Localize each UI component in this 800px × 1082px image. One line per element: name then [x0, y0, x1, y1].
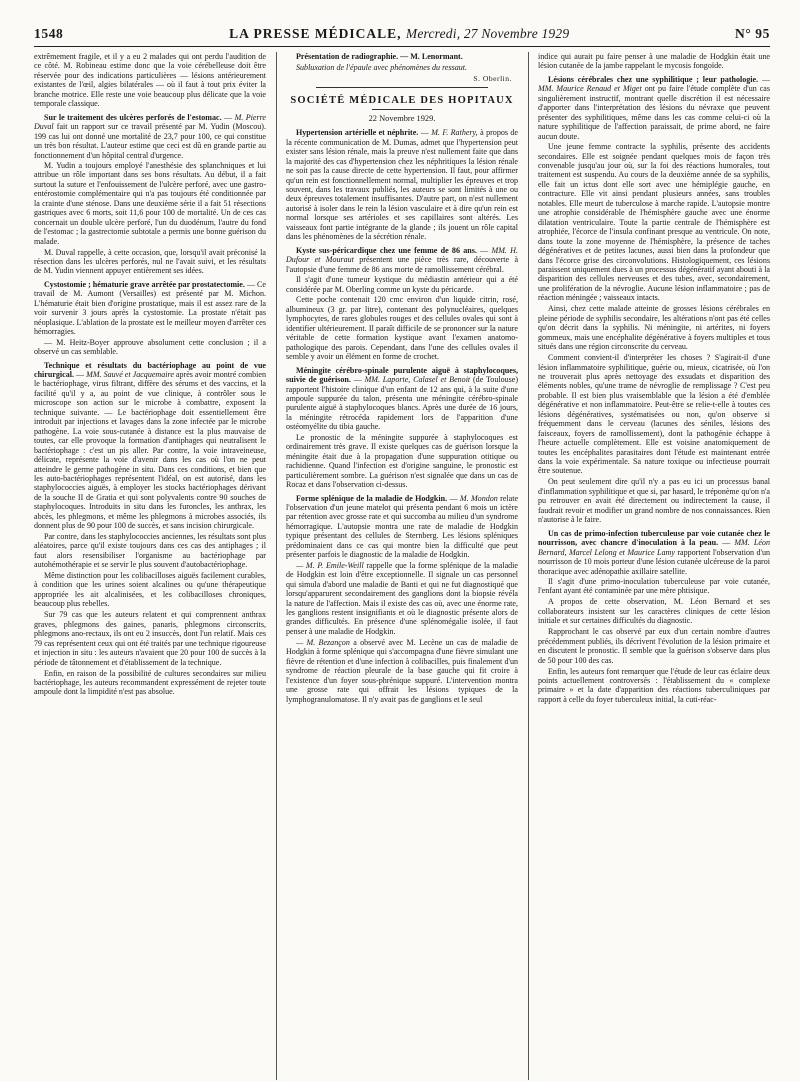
paragraph: Rapprochant le cas observé par eux d'un certain nombre d'autres précédemment publiés, ils décrivent l'évolution de la lésion primaire et en discutent le pronostic. Il semble que la guérison s'observe dans plus de 50 pour 100 des cas. [538, 627, 770, 665]
section-author: MM. Sauvé et Jacquemaire [86, 370, 174, 379]
section-heading: Méningite cérébro-spinale purulente aiguë à staphylocoques, suivie de guérison. — MM. Laporte, Calasel et Benoit (de Toulouse) rapportent l'histoire clinique d'un enfant de 12 ans qui, à la suite d'une ampoule suppurée du talon, présenta une méningite cérébro-spinale purulente aiguë à staphylocoques blancs. Après une durée de 16 jours, la méningite rétrocéda rapidement lors de l'apparition d'une ostéomyélite du tibia gauche. [286, 365, 518, 432]
section-author: — M. P. Emile-Weill [296, 560, 364, 570]
society-title: SOCIÉTÉ MÉDICALE DES HOPITAUX [290, 95, 514, 107]
paragraph: — M. Heitz-Boyer approuve absolument cette conclusion ; il a observé un cas semblable. [34, 337, 266, 357]
section-author: MM. Léon Bernard, Marcel Lelong et Maurice Lamy [538, 538, 770, 557]
paragraph: M. Yudin a toujours employé l'anesthésie des splanchniques et lui attribue un rôle important dans ses bons résultats. Au début, il a fait surtout la suture et l'enfouissement de l'ulcère perforé, avec une gastro-entérostomie complémentaire qui n'a pas toujours été conditionnée par la crainte d'une sténose. Dans une deuxième série il a fait 51 résections gastriques avec 6 morts, soit 11,6 pour 100 de mortalité. Un de ces cas concernait un double ulcère perforé, l'un du duodénum, l'autre du fond de l'estomac ; la gastrectomie subtotale a permis une bonne guérison du malade. [34, 160, 266, 246]
paragraph: Comment convient-il d'interpréter les choses ? S'agirait-il d'une lésion inflammatoire syphilitique, guérie ou, mieux, cicatrisée, où l'on ne trouverait plus après nettoyage des exsudats et disparition des éléments nobles, qu'une trame de névroglie de remplissage ? C'est peu probable. Il est bien plus vraisemblable que la lésion a été d'emblée dégénérative et non inflammatoire. Peut-être se relie-t-elle à toutes ces lésions dégénératives, systématisées ou non, qu'on observe si fréquemment dans le cerveau (lacunes des séniles, lésions des faisceaux, foyers de ramollissement), dont la pathogénie échappe à l'heure actuelle complètement. Elle est voisine anatomiquement de toutes les encéphalites parasitaires dont l'étude est maintenant entrée dans la voie expérimentale. Sa nature toxique ou infectieuse pourrait être soutenue. [538, 353, 770, 476]
paragraph: Le pronostic de la méningite suppurée à staphylocoques est ordinairement très grave. Il existe quelques cas de guérison lorsque la méningite était due à la propagation d'une suppuration otitique ou rachidienne. Quand l'infection est d'origine sanguine, le pronostic est particulièrement sombre. La guérison n'est signalée que dans un cas de Rocaz et dans l'observation ci-dessus. [286, 432, 518, 490]
paragraph: Sur 79 cas que les auteurs relatent et qui comprennent anthrax graves, phlegmons des gaines, panaris, phlegmons circonscrits, phlegmons ano-rectaux, ils ont eu 2 insuccès, dont l'un relatif. Mais ces 79 cas représentent ceux qui ont été traités par une technique rigoureuse et injection in situ : les auteurs n'avaient que 20 pour 100 de succès à la période de tâtonnement et d'établissement de la technique. [34, 610, 266, 667]
divider [316, 87, 488, 88]
section-heading: Sur le traitement des ulcères perforés de l'estomac. — M. Pierre Duval fait un rapport sur ce travail présenté par M. Yudin (Moscou). 199 cas lui ont donné une mortalité de 23,7 pour 100, ce qui constitue un très bon résultat. L'auteur estime que ceci est dû en grande partie au fonctionnement d'un hôpital central d'urgence. [34, 112, 266, 160]
paragraph: à propos de la récente communication de M. Dumas, admet que l'hypertension peut exister sans lésion rénale, mais la preuve n'est nullement faite que dans la majorité des cas d'hypertension chez les néphritiques la lésion rénale ne soit pas la cause directe de cette hypertension. Il faut, pour affirmer qu'un rein est fonctionnellement normal, multiplier les épreuves et trop souvent, dans les travaux publiés, les auteurs se sont limités à une ou deux épreuves totalement insuffisantes. D'autre part, on n'est nullement autorisé à isoler dans le rein la lésion vasculaire et à dire qu'un rein est normal lorsque ses artérioles et ses capillaires sont altérés. Les vaisseaux font partie intégrante de la glande ; ils jouent un rôle capital dans les phénomènes de la sécrétion rénale. [286, 128, 518, 242]
section-author: MM. Laporte, Calasel et Benoit [364, 375, 471, 385]
paragraph: Il s'agit d'une primo-inoculation tuberculeuse par voie cutanée, l'enfant ayant été contaminée par une mère phtisique. [538, 576, 770, 596]
paragraph: Ce travail de M. Aumont (Versailles) est présenté par M. Michon. L'hématurie était bien d'origine prostatique, mais il est assez rare de la voir survenir 3 jours après la cystostomie. La prostate n'était pas néoplasique. L'ablation de la prostate est le meilleur moyen d'arrêter ces hémorragies. [34, 279, 266, 337]
issue-number: N° 95 [734, 26, 770, 41]
paragraph: Enfin, les auteurs font remarquer que l'étude de leur cas éclaire deux points actuellement controversés : l'établissement du « complexe primaire » et la date d'apparition des réactions tuberculiniques par rapport à celle du foyer tuberculeux initial, la cuti-réac- [538, 666, 770, 704]
journal-title-line [229, 26, 569, 42]
issue-date: Mercredi, 27 Novembre 1929 [405, 26, 570, 41]
column-left [34, 52, 266, 1080]
paragraph: Il s'agit d'une tumeur kystique du médiastin antérieur qui a été considérée par M. Oberling comme un kyste du péricarde. [286, 275, 518, 294]
paragraph: indice qui aurait pu faire penser à une maladie de Hodgkin était une lésion cutanée de la jambe rappelant le mycosis fongoïde. [538, 52, 770, 71]
section-author: — M. Bezançon [296, 637, 350, 647]
paragraph: A propos de cette observation, M. Léon Bernard et ses collaborateurs insistent sur les caractères cliniques de cette lésion initiale et sur certaines difficultés du diagnostic. [538, 597, 770, 626]
running-header [34, 26, 770, 47]
author-signature: S. Oberlin. [473, 73, 512, 83]
section-heading: Un cas de primo-infection tuberculeuse par voie cutanée chez le nourrisson, avec chancre d'inoculation à la peau. — MM. Léon Bernard, Marcel Lelong et Maurice Lamy rapportent l'observation d'un nourrisson de 10 mois porteur d'une lésion cutanée ulcéreuse de la paroi thoracique avec adénopathie axillaire satellite. [538, 528, 770, 576]
paragraph: Ainsi, chez cette malade atteinte de grosses lésions cérébrales en pleine période de syphilis secondaire, les altérations n'ont pas été celles qu'on décrit dans la syphilis. Ni méningite, ni artérites, ni foyers gommeux, mais une encéphalite dégénérative à foyers multiples et tous situés dans une région circonscrite du cerveau. [538, 304, 770, 352]
page-number: 1548 [34, 26, 64, 41]
paragraph: relate l'observation d'un jeune matelot qui présenta pendant 6 mois un ictère par rétention avec grosse rate et qui succomba au milieu d'un syndrome hémorragique. L'autopsie montra une rate de maladie de Hodgkin typique présentant des cellules de Sternberg. Les lésions spléniques prédominaient dans ce cas qui montre bien la difficulté que peut présenter parfois le diagnostic de la maladie de Hodgkin. [286, 493, 518, 560]
section-author: MM. H. Dufour et Mouraut [286, 245, 518, 265]
paragraph: — M. Bezançon a observé avec M. Lecène un cas de maladie de Hodgkin à forme splénique qui s'accompagna d'une fièvre simulant une fièvre de rétention et d'une infection à colibacilles, puis finalement d'un syndrome de réaction pleurale de la base gauche qui fit croire à l'existence d'un foyer sous-phrénique suppuré. L'intervention montra une grosse rate qui offrait les lésions typiques de la lymphogranulomatose. Il n'y avait pas de ganglions et le seul [286, 637, 518, 704]
column-middle [276, 52, 518, 1080]
paragraph: Subluxation de l'épaule avec phénomènes du ressaut. [296, 62, 468, 72]
section-heading: Cystostomie ; hématurie grave arrêtée par prostatectomie. — Ce travail de M. Aumont (Versailles) est présenté par M. Michon. L'hématurie était bien d'origine prostatique, mais il est assez rare de la voir survenir 3 jours après la cystostomie. La prostate n'était pas néoplasique. L'ablation de la prostate est le meilleur moyen d'arrêter ces hémorragies. [34, 279, 266, 337]
section-author: M. Mondon [459, 493, 498, 503]
section-heading: Lésions cérébrales chez une syphilitique ; leur pathologie. — MM. Maurice Renaud et Miget ont pu faire l'étude complète d'un cas singulièrement instructif, montrant quelle discrétion il est nécessaire d'apporter dans l'interprétation des lésions du névraxe que peuvent présenter des syphilitiques, même dans les cas comme celui-ci où la nature syphilitique de l'affection paraissait, de prime abord, ne faire aucun doute. [538, 74, 770, 141]
section-author: M. Pierre Duval [34, 112, 266, 132]
paragraph: (de Toulouse) rapportent l'histoire clinique d'un enfant de 12 ans qui, à la suite d'une ampoule suppurée du talon, présenta une méningite cérébro-spinale purulente aiguë à staphylocoques blancs. Après une durée de 16 jours, la méningite rétrocéda rapidement lors de l'apparition d'une ostéomyélite du tibia gauche. [286, 375, 518, 432]
section-heading: Hypertension artérielle et néphrite. — M. F. Rathery, à propos de la récente communication de M. Dumas, admet que l'hypertension peut exister sans lésion rénale, mais la preuve n'est nullement faite que dans la majorité des cas d'hypertension chez les néphritiques la lésion rénale ne soit pas la cause directe de cette hypertension. Il faut, pour affirmer qu'un rein est fonctionnellement normal, multiplier les épreuves et trop souvent, dans les travaux publiés, les auteurs se sont limités à une ou deux épreuves totalement insuffisantes. D'autre part, on n'est nullement autorisé à isoler dans le rein la lésion vasculaire et à dire qu'un rein est normal lorsque ses artérioles et ses capillaires sont altérés. Les vaisseaux font partie intégrante de la glande ; ils jouent un rôle capital dans les phénomènes de la sécrétion rénale. [286, 128, 518, 242]
article-columns [34, 52, 770, 1080]
paragraph: Une jeune femme contracte la syphilis, présente des accidents secondaires. Elle est soignée pendant quelques mois de façon très convenable jusqu'au jour où, sur la foi des réactions humorales, tout traitement est suspendu. Au cours de la deuxième année de sa syphilis, elle fait un ictus dont elle sort avec une hémiplégie gauche, en contracture. Elle vit ainsi pendant plusieurs années, sans troubles notables. Elle meurt de tuberculose à marche rapide. L'autopsie montre une atrophie considérable de l'hémisphère gauche avec une énorme dilatation ventriculaire. Toute la partie centrale de l'hémisphère est atrophiée, l'écorce de l'insula confinant presque au ventricule. On note, dans toute la zone moyenne de l'hémisphère, la présence de taches dégénératives et de petites lacunes, aussi bien dans la profondeur que dans l'écorce grise des circonvolutions. Histologiquement, ces lésions paraissent uniquement dues à un processus dégénératif ayant abouti à la disparition des cellules nerveuses et des tubes, avec, secondairement, une prolifération de la névroglie. Aucune lésion inflammatoire ; pas de réaction méningée ; vaisseaux intacts. [538, 142, 770, 303]
paragraph: fait un rapport sur ce travail présenté par M. Yudin (Moscou). 199 cas lui ont donné une mortalité de 23,7 pour 100, ce qui constitue un très bon résultat. L'auteur estime que ceci est dû en grande partie au fonctionnement d'un hôpital central d'urgence. [34, 122, 266, 160]
section-author: MM. Maurice Renaud et Miget [538, 84, 642, 94]
paragraph: — M. P. Emile-Weill rappelle que la forme splénique de la maladie de Hodgkin est loin d'être exceptionnelle. Il signale un cas personnel qui simula d'abord une maladie de Banti et qui ne fut diagnostiqué que lorsqu'apparurent secondairement des ganglions dont la biopsie révéla la nature de l'affection. Mais il existe des cas où, avec une énorme rate, les ganglions restent insignifiants et où le diagnostic présente alors de grandes difficultés. En présence d'une splénomégalie isolée, il faut penser à une maladie de Hodgkin. [286, 560, 518, 636]
section-author: M. F. Rathery, [431, 128, 478, 138]
paragraph: après avoir montré combien le bactériophage, virus filtrant, diffère des sérums et des vaccins, et la facilité qu'il y a, au point de vue clinique, à contrôler sous le microscope son action sur le microbe à combattre, exposent la technique suivante. — Le bactériophage doit essentiellement être introduit par injections et lavages dans la zone infectée par le microbe pathogène. La voie sous-cutanée à distance est la plus mauvaise de toutes, car elle provoque la formation d'antiphages qui neutralisent le bactériophage : c'est un pis aller. Par contre, la voie intraveineuse, délicate, représente la voie d'avenir dans les cas où l'on ne peut atteindre le germe pathogène in situ. Dans ces conditions, et bien que les auto-bactériophages représentent l'idéal, on est autorisé, dans les staphylococcies aiguës, à employer les stocks bactériophages dérivant de la souche II de Gratia et qui sont polyvalents contre 90 souches de staphylocoques. Introduits in situ dans les furoncles, les anthrax, les abcès, les phlegmons, et même les phlegmons à microbes associés, ils donnent plus de 90 pour 100 de succès, et sans incision chirurgicale. [34, 370, 266, 531]
section-heading: Forme splénique de la maladie de Hodgkin. — M. Mondon relate l'observation d'un jeune matelot qui présenta pendant 6 mois un ictère par rétention avec grosse rate et qui succomba au milieu d'un syndrome hémorragique. L'autopsie montra une rate de maladie de Hodgkin typique présentant des cellules de Sternberg. Les lésions spléniques prédominaient dans ce cas qui montre bien la difficulté que peut présenter parfois le diagnostic de la maladie de Hodgkin. [286, 493, 518, 560]
divider [372, 109, 432, 110]
paragraph: Même distinction pour les colibacilloses aiguës facilement curables, à condition que les urines soient alcalines ou qu'une thérapeutique appropriée les ait alcalinisées, et les colibacilloses chroniques, beaucoup plus rebelles. [34, 571, 266, 609]
paragraph: Cette poche contenait 120 cmc environ d'un liquide citrin, rosé, albumineux (3 gr. par litre), contenant des polynucléaires, quelques lymphocytes, de rares globules rouges et des cellules ovales qui sont à identifier ultérieurement. Il paraît difficile de se prononcer sur la nature véritable de cette formation kystique avant l'examen anatomo-pathologique des parois. Cependant, dans l'une des cellules ovales il semble y avoir un élément en forme de crochet. [286, 295, 518, 362]
paragraph: On peut seulement dire qu'il n'y a pas eu ici un processus banal d'inflammation syphilitique et que si, par hasard, le tréponème qu'on n'a pu retrouver en avait été directement ou indirectement la cause, il faudrait revoir et modifier un grand nombre de nos connaissances. Rien n'autorise à le faire. [538, 477, 770, 525]
section-heading: Kyste sus-péricardique chez une femme de 86 ans. — MM. H. Dufour et Mouraut présentent une pièce très rare, découverte à l'autopsie d'une femme de 86 ans morte de ramollissement cérébral. [286, 245, 518, 274]
paragraph: présentent une pièce très rare, découverte à l'autopsie d'une femme de 86 ans morte de ramollissement cérébral. [286, 255, 518, 274]
journal-name: LA PRESSE MÉDICALE, [229, 26, 402, 41]
paragraph: Par contre, dans les staphylococcies anciennes, les résultats sont plus aléatoires, parce qu'il existe toujours dans ces cas des antiphages ; il faut alors resensibiliser l'organisme au bactériophage par autohémothérapie et se servir le plus souvent d'autobactériophage. [34, 531, 266, 570]
paragraph: Présentation de radiographie. — M. Lenormant. [296, 52, 463, 61]
column-right [528, 52, 770, 1080]
paragraph: rapportent l'observation d'un nourrisson de 10 mois porteur d'une lésion cutanée ulcéreuse de la paroi thoracique avec adénopathie axillaire satellite. [538, 547, 770, 576]
paragraph: M. Duval rappelle, à cette occasion, que, lorsqu'il avait préconisé la résection dans les ulcères perforés, nul ne l'avait suivi, et les résultats de M. Yudin viennent appuyer entièrement ses idées. [34, 247, 266, 276]
section-heading: Technique et résultats du bactériophage au point de vue chirurgical. — MM. Sauvé et Jacquemaire après avoir montré combien le bactériophage, virus filtrant, diffère des sérums et des vaccins, et la facilité qu'il y a, au point de vue clinique, à contrôler sous le microscope son action sur le microbe à combattre, exposent la technique suivante. — Le bactériophage doit essentiellement être introduit par injections et lavages dans la zone infectée par le microbe pathogène. La voie sous-cutanée à distance est la plus mauvaise de toutes, car elle provoque la formation d'antiphages qui neutralisent le bactériophage : c'est un pis aller. Par contre, la voie intraveineuse, délicate, représente la voie d'avenir dans les cas où l'on ne peut atteindre le germe pathogène in situ. Dans ces conditions, et bien que les auto-bactériophages représentent l'idéal, on est autorisé, dans les staphylococcies aiguës, à employer les stocks bactériophages dérivant de la souche II de Gratia et qui sont polyvalents contre 90 souches de staphylocoques. Introduits in situ dans les furoncles, les anthrax, les abcès, les phlegmons, et même les phlegmons à microbes associés, ils donnent plus de 90 pour 100 de succès, et sans incision chirurgicale. [34, 360, 266, 531]
session-date: 22 Novembre 1929. [368, 113, 436, 123]
paragraph: extrêmement fragile, et il y a eu 2 malades qui ont perdu l'audition de ce côté. M. Robineau estime donc que la voie cérébelleuse doit être réservée pour des indications particulières — lésions antérieurement existantes de l'œil, algies bilatérales — où il faut à tout prix éviter la branche motrice. Elle reste une voie beaucoup plus délicate que la voie temporale classique. [34, 52, 266, 109]
paragraph: Enfin, en raison de la possibilité de cultures secondaires sur milieu bactériophage, les auteurs recommandent expressément de rejeter toute ampoule dont la limpidité n'est pas absolue. [34, 668, 266, 697]
paragraph: ont pu faire l'étude complète d'un cas singulièrement instructif, montrant quelle discrétion il est nécessaire d'apporter dans l'interprétation des lésions du névraxe que peuvent présenter des syphilitiques, même dans les cas comme celui-ci où la nature syphilitique de l'affection paraissait, de prime abord, ne faire aucun doute. [538, 84, 770, 141]
